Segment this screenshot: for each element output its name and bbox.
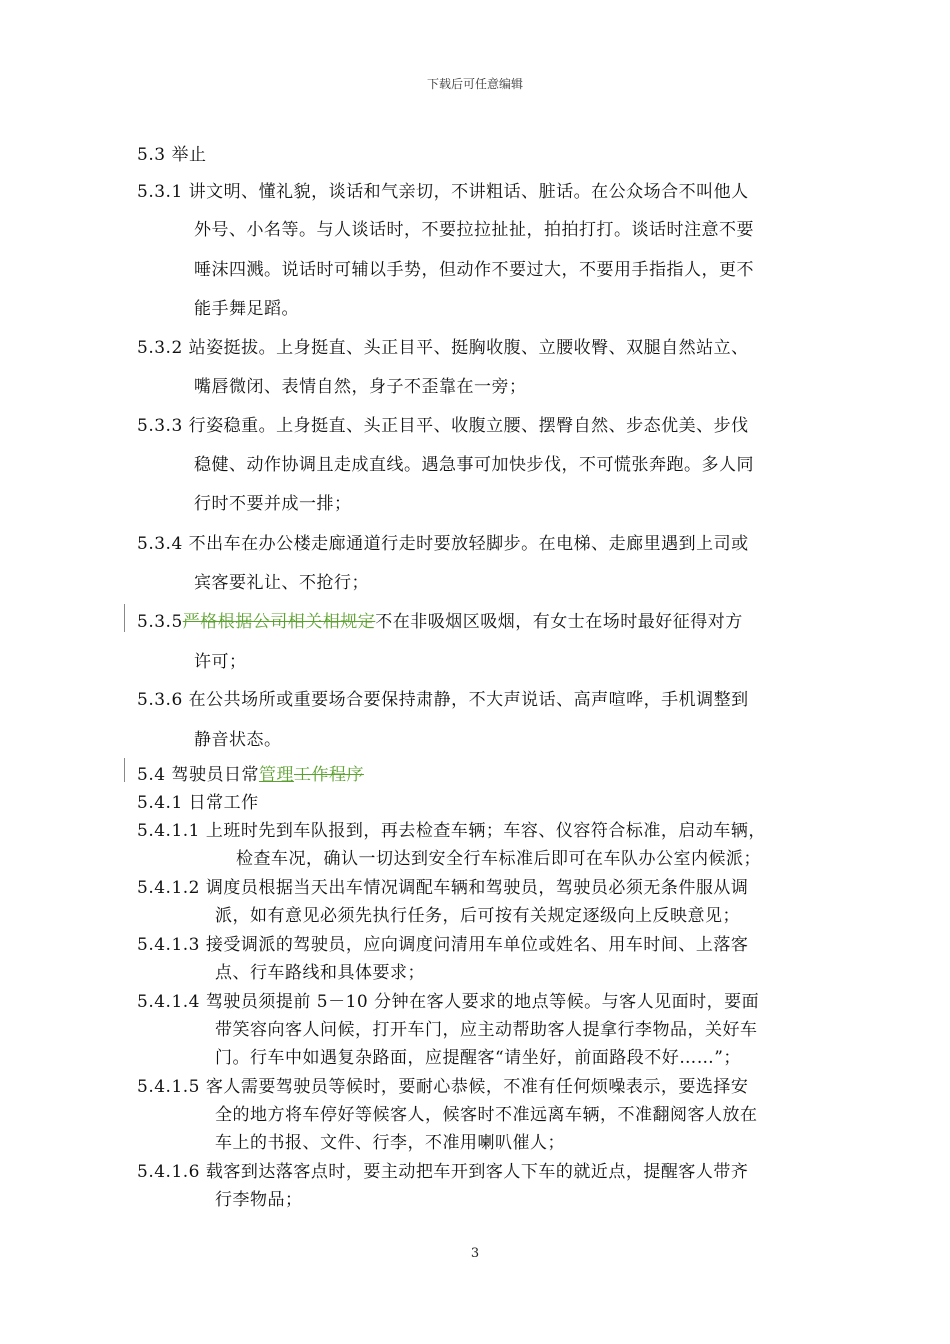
section-number: 5.3.4 bbox=[137, 534, 183, 554]
section-number: 5.3 bbox=[137, 145, 166, 165]
text: 上班时先到车队报到，再去检查车辆；车容、仪容符合标准，启动车辆， bbox=[205, 821, 766, 841]
para-5-4-1-6-line-1 bbox=[137, 1157, 748, 1182]
section-number: 5.3.3 bbox=[137, 416, 183, 436]
section-number: 5.4.1.4 bbox=[137, 992, 200, 1012]
para-5-4-1-2-line-2: 派，如有意见必须先执行任务，后可按有关规定逐级向上反映意见； bbox=[215, 906, 740, 926]
section-number: 5.4.1.6 bbox=[137, 1162, 200, 1182]
section-number: 5.3.6 bbox=[137, 690, 183, 710]
page-header: 下载后可任意编辑 bbox=[426, 77, 523, 91]
section-number: 5.4.1 bbox=[137, 793, 183, 813]
text: 驾驶员须提前 5－10 分钟在客人要求的地点等候。与客人见面时，要面 bbox=[205, 992, 760, 1012]
section-number: 5.4 bbox=[137, 765, 166, 785]
heading-5-3 bbox=[137, 140, 206, 165]
section-number: 5.4.1.5 bbox=[137, 1077, 200, 1097]
para-5-3-3-line-3: 行时不要并成一排； bbox=[194, 494, 352, 514]
heading-5-4 bbox=[137, 760, 364, 785]
para-5-4-1-4-line-2: 带笑容向客人问候，打开车门，应主动帮助客人提拿行李物品，关好车 bbox=[215, 1020, 758, 1040]
section-title: 日常工作 bbox=[188, 793, 259, 813]
text: 讲文明、懂礼貌，谈话和气亲切，不讲粗话、脏话。在公众场合不叫他人 bbox=[188, 182, 749, 202]
text: 不在非吸烟区吸烟，有女士在场时最好征得对方 bbox=[375, 612, 743, 632]
para-5-4-1-4-line-3: 门。行车中如遇复杂路面，应提醒客“请坐好，前面路段不好……”； bbox=[215, 1048, 741, 1068]
para-5-4-1-5-line-3: 车上的书报、文件、行李，不准用喇叭催人； bbox=[215, 1133, 565, 1153]
para-5-3-6-line-2: 静音状态。 bbox=[194, 730, 282, 750]
text: 行姿稳重。上身挺直、头正目平、收腹立腰、摆臀自然、步态优美、步伐 bbox=[188, 416, 749, 436]
revision-bar bbox=[124, 758, 125, 782]
para-5-3-1-line-4: 能手舞足蹈。 bbox=[194, 299, 299, 319]
para-5-4-1-3-line-1 bbox=[137, 930, 748, 955]
deleted-text: 严格根据公司相关相规定 bbox=[182, 612, 376, 632]
text: 客人需要驾驶员等候时，要耐心恭候，不准有任何烦噪表示，要选择安 bbox=[205, 1077, 749, 1097]
para-5-3-6-line-1 bbox=[137, 685, 749, 710]
para-5-3-4-line-2: 宾客要礼让、不抢行； bbox=[194, 573, 369, 593]
para-5-4-1-2-line-1 bbox=[137, 873, 748, 898]
para-5-3-2-line-2: 嘴唇微闭、表情自然，身子不歪靠在一旁； bbox=[194, 377, 527, 397]
section-number: 5.4.1.1 bbox=[137, 821, 200, 841]
para-5-4-1-5-line-1 bbox=[137, 1072, 748, 1097]
text: 载客到达落客点时，要主动把车开到客人下车的就近点，提醒客人带齐 bbox=[205, 1162, 749, 1182]
para-5-3-3-line-1 bbox=[137, 411, 749, 436]
para-5-3-5-line-1 bbox=[137, 607, 743, 632]
inserted-text: 管理 bbox=[258, 765, 294, 785]
page-number: 3 bbox=[470, 1246, 480, 1261]
text: 在公共场所或重要场合要保持肃静，不大声说话、高声喧哗，手机调整到 bbox=[188, 690, 749, 710]
para-5-4-1-3-line-2: 点、行车路线和具体要求； bbox=[215, 963, 425, 983]
text: 站姿挺拔。上身挺直、头正目平、挺胸收腹、立腰收臀、双腿自然站立、 bbox=[188, 338, 749, 358]
section-number: 5.3.2 bbox=[137, 338, 183, 358]
para-5-4-1-1-line-1 bbox=[137, 816, 766, 841]
para-5-4-1-4-line-1 bbox=[137, 987, 759, 1012]
para-5-3-1-line-2: 外号、小名等。与人谈话时，不要拉拉扯扯，拍拍打打。谈话时注意不要 bbox=[194, 220, 754, 240]
section-title: 驾驶员日常 bbox=[171, 765, 259, 785]
section-number: 5.3.5 bbox=[137, 612, 183, 632]
para-5-3-3-line-2: 稳健、动作协调且走成直线。遇急事可加快步伐，不可慌张奔跑。多人同 bbox=[194, 455, 754, 475]
text: 接受调派的驾驶员，应向调度问清用车单位或姓名、用车时间、上落客 bbox=[205, 935, 749, 955]
heading-5-4-1 bbox=[137, 788, 259, 813]
revision-bar bbox=[124, 604, 125, 632]
text: 调度员根据当天出车情况调配车辆和驾驶员，驾驶员必须无条件服从调 bbox=[205, 878, 749, 898]
section-title: 举止 bbox=[171, 145, 207, 165]
para-5-4-1-6-line-2: 行李物品； bbox=[215, 1190, 303, 1210]
section-number: 5.3.1 bbox=[137, 182, 183, 202]
section-number: 5.4.1.3 bbox=[137, 935, 200, 955]
text: 不出车在办公楼走廊通道行走时要放轻脚步。在电梯、走廊里遇到上司或 bbox=[188, 534, 749, 554]
deleted-text: 工作程序 bbox=[293, 765, 364, 785]
para-5-3-1-line-3: 唾沫四溅。说话时可辅以手势，但动作不要过大，不要用手指指人，更不 bbox=[194, 260, 754, 280]
para-5-3-5-line-2: 许可； bbox=[194, 652, 247, 672]
section-number: 5.4.1.2 bbox=[137, 878, 200, 898]
para-5-4-1-1-line-2: 检查车况，确认一切达到安全行车标准后即可在车队办公室内候派； bbox=[236, 849, 761, 869]
para-5-3-2-line-1 bbox=[137, 333, 749, 358]
para-5-3-1-line-1 bbox=[137, 177, 749, 202]
para-5-4-1-5-line-2: 全的地方将车停好等候客人，候客时不准远离车辆，不准翻阅客人放在 bbox=[215, 1105, 758, 1125]
para-5-3-4-line-1 bbox=[137, 529, 749, 554]
